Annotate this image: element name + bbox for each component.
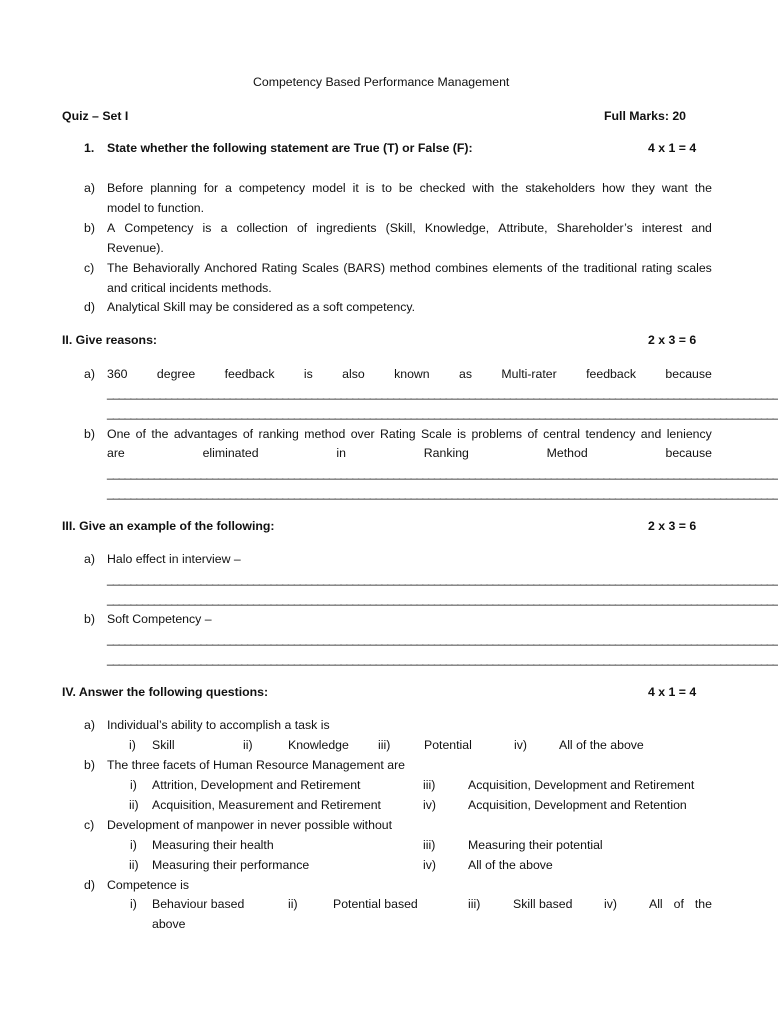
section2-marks: 2 x 3 = 6 xyxy=(648,333,697,347)
section3-marks: 2 x 3 = 6 xyxy=(648,519,697,533)
word: of xyxy=(296,221,308,235)
statement-a-line1 xyxy=(107,180,712,196)
reason-a-line1 xyxy=(107,366,712,382)
option-text-continued: above xyxy=(152,917,186,931)
option-text[interactable]: Measuring their health xyxy=(152,838,274,852)
word: and xyxy=(640,427,662,441)
option-number: i) xyxy=(130,778,137,792)
question-label: b) xyxy=(84,758,95,772)
statement-a-line2: model to function. xyxy=(107,201,205,215)
word: leniency xyxy=(666,427,712,441)
option-number: ii) xyxy=(129,798,139,812)
question-label: a) xyxy=(84,718,95,732)
word: collection xyxy=(236,221,288,235)
option-number: iii) xyxy=(468,897,481,911)
option-number: ii) xyxy=(129,858,139,872)
question-label: c) xyxy=(84,818,95,832)
word: elements xyxy=(492,261,543,275)
answer-blank[interactable]: ___________________________________________________________________________________________________________________ xyxy=(107,466,778,480)
word: Method xyxy=(546,446,588,460)
word: known xyxy=(394,367,430,381)
word: (BARS) xyxy=(343,261,386,275)
word: want xyxy=(661,181,688,195)
option-number: i) xyxy=(130,838,137,852)
word: the xyxy=(694,181,712,195)
word: All xyxy=(649,897,663,911)
answer-blank[interactable]: ___________________________________________________________________________________________________________________ xyxy=(107,652,778,666)
word: how xyxy=(602,181,625,195)
section1-heading: State whether the following statement are True (T) or False (F): xyxy=(107,141,473,155)
word: rating xyxy=(641,261,673,275)
word: degree xyxy=(156,367,196,381)
section2-heading: II. Give reasons: xyxy=(62,333,158,347)
statement-c-line2: and critical incidents methods. xyxy=(107,281,272,295)
option-text[interactable]: Acquisition, Development and Retirement xyxy=(468,778,695,792)
word: in xyxy=(336,446,346,460)
word: as xyxy=(459,367,472,381)
word: combines xyxy=(435,261,488,275)
word: the xyxy=(561,261,580,275)
option-text[interactable]: Acquisition, Development and Retention xyxy=(468,798,687,812)
option-number: iii) xyxy=(423,838,436,852)
quiz-set-label: Quiz – Set I xyxy=(62,109,129,123)
word: eliminated xyxy=(202,446,259,460)
word: be xyxy=(398,181,413,195)
option-number: i) xyxy=(130,897,137,911)
option-number: iii) xyxy=(378,738,391,752)
option-number: ii) xyxy=(288,897,298,911)
word: Knowledge, xyxy=(424,221,490,235)
word: checked xyxy=(419,181,466,195)
item-label: b) xyxy=(84,612,95,626)
word: Rating xyxy=(261,261,298,275)
word: scales xyxy=(676,261,712,275)
word: feedback xyxy=(586,367,637,381)
section3-heading: III. Give an example of the following: xyxy=(62,519,275,533)
word: advantages xyxy=(173,427,238,441)
answer-blank[interactable]: ___________________________________________________________________________________________________________________ xyxy=(107,486,778,500)
option-number: iv) xyxy=(604,897,617,911)
word: of xyxy=(135,427,146,441)
word: Multi-rater xyxy=(501,367,557,381)
word: Scales xyxy=(301,261,339,275)
statement-b-line2: Revenue). xyxy=(107,241,164,255)
reason-b-line1 xyxy=(107,426,712,442)
word: to xyxy=(381,181,392,195)
item-label: a) xyxy=(84,367,95,381)
word: One xyxy=(107,427,131,441)
reason-b-line2 xyxy=(107,445,712,461)
statement-b-line1 xyxy=(107,220,712,236)
question-label: d) xyxy=(84,878,95,892)
item-label: b) xyxy=(84,427,95,441)
answer-blank[interactable]: ___________________________________________________________________________________________________________________ xyxy=(107,572,778,586)
item-label: a) xyxy=(84,181,95,195)
word: Behaviorally xyxy=(132,261,200,275)
option-number: iii) xyxy=(423,778,436,792)
option-text[interactable]: Acquisition, Measurement and Retirement xyxy=(152,798,381,812)
word: Ranking xyxy=(423,446,469,460)
full-marks: Full Marks: 20 xyxy=(604,109,687,123)
page-title: Competency Based Performance Management xyxy=(253,75,510,89)
item-label: b) xyxy=(84,221,95,235)
word: ingredients xyxy=(316,221,377,235)
option-number: iv) xyxy=(423,798,436,812)
word: is xyxy=(457,427,467,441)
word: Competency xyxy=(124,221,194,235)
option-text[interactable]: Skill based xyxy=(513,897,573,911)
word: problems xyxy=(471,427,523,441)
item-label: c) xyxy=(84,261,95,275)
item-label: a) xyxy=(84,552,95,566)
word: is xyxy=(303,367,313,381)
word: is xyxy=(365,181,375,195)
option-text[interactable]: Measuring their performance xyxy=(152,858,310,872)
option-text[interactable]: All of the above xyxy=(468,858,553,872)
word: planning xyxy=(150,181,197,195)
option-number: iv) xyxy=(514,738,527,752)
question-b: The three facets of Human Resource Management are xyxy=(107,758,406,772)
word: central xyxy=(543,427,581,441)
item-label: d) xyxy=(84,300,95,314)
option-number: i) xyxy=(129,738,136,752)
word: Scale xyxy=(420,427,452,441)
word: it xyxy=(352,181,359,195)
word: a xyxy=(225,181,232,195)
word: also xyxy=(342,367,365,381)
option-text[interactable]: Knowledge xyxy=(288,738,349,752)
word: of xyxy=(547,261,558,275)
option-number: ii) xyxy=(243,738,253,752)
word: Shareholder’s xyxy=(556,221,633,235)
section1-number: 1. xyxy=(84,141,95,155)
word: because xyxy=(665,446,712,460)
word: the xyxy=(694,897,712,911)
example-b: Soft Competency – xyxy=(107,612,212,626)
word: The xyxy=(107,261,129,275)
word: method xyxy=(389,261,431,275)
word: they xyxy=(631,181,655,195)
option-text[interactable]: Skill xyxy=(152,738,175,752)
word: ranking xyxy=(258,427,299,441)
word: traditional xyxy=(583,261,637,275)
word: 360 xyxy=(107,367,128,381)
word: A xyxy=(107,221,116,235)
word: Anchored xyxy=(204,261,258,275)
question-c: Development of manpower in never possible without xyxy=(107,818,393,832)
statement-c-line1 xyxy=(107,260,712,276)
word: over xyxy=(350,427,375,441)
option-text[interactable]: Attrition, Development and Retirement xyxy=(152,778,361,792)
answer-blank[interactable]: ___________________________________________________________________________________________________________________ xyxy=(107,592,778,606)
option-number: iv) xyxy=(423,858,436,872)
option-text[interactable]: Potential xyxy=(424,738,472,752)
answer-blank[interactable]: ___________________________________________________________________________________________________________________ xyxy=(107,386,778,400)
word: (Skill, xyxy=(385,221,416,235)
option-text[interactable]: Potential based xyxy=(333,897,418,911)
word: tendency xyxy=(585,427,636,441)
word: interest xyxy=(641,221,683,235)
word: feedback xyxy=(224,367,275,381)
statement-d: Analytical Skill may be considered as a soft competency. xyxy=(107,300,416,314)
option-text[interactable]: All of the above xyxy=(559,738,644,752)
word: Rating xyxy=(380,427,416,441)
word: of xyxy=(673,897,684,911)
word: is xyxy=(202,221,212,235)
word: the xyxy=(151,427,169,441)
word: a xyxy=(220,221,228,235)
option-text[interactable]: Behaviour based xyxy=(152,897,245,911)
option-text[interactable] xyxy=(649,896,712,912)
word: Attribute, xyxy=(498,221,548,235)
word: the xyxy=(501,181,519,195)
word: Before xyxy=(107,181,144,195)
word: are xyxy=(107,446,125,460)
option-text[interactable]: Measuring their potential xyxy=(468,838,603,852)
word: with xyxy=(472,181,495,195)
word: stakeholders xyxy=(525,181,596,195)
word: model xyxy=(312,181,346,195)
question-d: Competence is xyxy=(107,878,190,892)
word: competency xyxy=(238,181,306,195)
word: of xyxy=(242,427,254,441)
section4-marks: 4 x 1 = 4 xyxy=(648,685,697,699)
answer-blank[interactable]: ___________________________________________________________________________________________________________________ xyxy=(107,632,778,646)
question-a: Individual’s ability to accomplish a task is xyxy=(107,718,330,732)
word: because xyxy=(665,367,712,381)
section4-heading: IV. Answer the following questions: xyxy=(62,685,269,699)
word: of xyxy=(527,427,538,441)
word: method xyxy=(304,427,346,441)
word: and xyxy=(691,221,712,235)
word: for xyxy=(203,181,219,195)
example-a: Halo effect in interview – xyxy=(107,552,241,566)
section1-marks: 4 x 1 = 4 xyxy=(648,141,697,155)
answer-blank[interactable]: ___________________________________________________________________________________________________________________ xyxy=(107,406,778,420)
